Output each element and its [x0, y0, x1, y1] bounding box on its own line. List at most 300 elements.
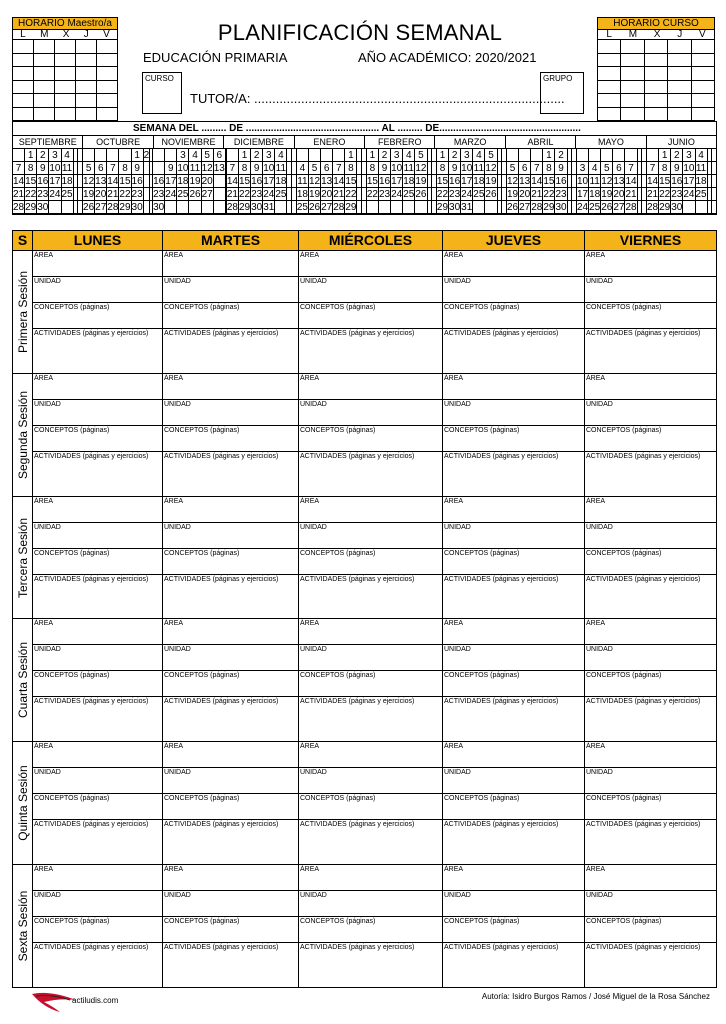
- calendar-day[interactable]: 26: [415, 189, 427, 200]
- calendar-day[interactable]: [150, 188, 152, 201]
- calendar-day[interactable]: 19: [83, 189, 95, 200]
- plan-field[interactable]: CONCEPTOS (páginas): [33, 303, 162, 329]
- plan-field[interactable]: ÁREA: [33, 619, 162, 645]
- calendar-day[interactable]: 23: [379, 189, 391, 200]
- plan-field[interactable]: CONCEPTOS (páginas): [33, 671, 162, 697]
- calendar-day[interactable]: [696, 201, 708, 214]
- calendar-day[interactable]: 11: [403, 163, 414, 174]
- calendar-day[interactable]: 22: [25, 189, 37, 200]
- calendar-day[interactable]: 20: [201, 176, 213, 187]
- calendar-day[interactable]: 17: [165, 176, 177, 187]
- plan-field[interactable]: ACTIVIDADES (páginas y ejercicios): [34, 698, 149, 706]
- calendar-day[interactable]: 8: [437, 162, 449, 175]
- calendar-day[interactable]: 4: [473, 149, 485, 162]
- calendar-day[interactable]: [153, 149, 165, 162]
- calendar-day[interactable]: [403, 201, 415, 214]
- plan-field[interactable]: CONCEPTOS (páginas): [585, 671, 716, 697]
- calendar-day[interactable]: [577, 149, 589, 162]
- calendar-day[interactable]: 26: [189, 189, 201, 200]
- plan-field[interactable]: ÁREA: [299, 497, 442, 523]
- calendar-day[interactable]: [107, 149, 119, 162]
- calendar-day[interactable]: 14: [531, 176, 543, 187]
- calendar-day[interactable]: 28: [107, 202, 119, 213]
- calendar-day[interactable]: 19: [415, 176, 427, 187]
- calendar-day[interactable]: 7: [647, 162, 659, 175]
- plan-field[interactable]: ÁREA: [443, 497, 584, 523]
- calendar-day[interactable]: 22: [659, 189, 671, 200]
- plan-field[interactable]: UNIDAD: [33, 523, 162, 549]
- plan-field[interactable]: ACTIVIDADES (páginas y ejercicios): [444, 452, 559, 460]
- calendar-day[interactable]: 15: [659, 176, 671, 187]
- calendar-day[interactable]: 2: [555, 149, 567, 162]
- plan-field[interactable]: ACTIVIDADES (páginas y ejercicios): [300, 698, 415, 706]
- calendar-day[interactable]: [507, 149, 519, 162]
- calendar-day[interactable]: 18: [275, 176, 287, 187]
- calendar-day[interactable]: 8: [659, 162, 671, 175]
- plan-field[interactable]: UNIDAD: [443, 523, 584, 549]
- plan-field[interactable]: UNIDAD: [163, 891, 298, 917]
- calendar-day[interactable]: 11: [61, 163, 73, 174]
- calendar-day[interactable]: 8: [543, 162, 555, 175]
- calendar-day[interactable]: [321, 149, 333, 162]
- calendar-day[interactable]: [62, 201, 74, 214]
- plan-field[interactable]: ACTIVIDADES (páginas y ejercicios): [34, 944, 149, 952]
- plan-field[interactable]: ÁREA: [33, 251, 162, 277]
- calendar-day[interactable]: 23: [153, 189, 165, 200]
- calendar-day[interactable]: 24: [683, 189, 695, 200]
- calendar-day[interactable]: [119, 149, 131, 162]
- calendar-day[interactable]: 28: [333, 202, 345, 213]
- calendar-day[interactable]: 24: [263, 189, 275, 200]
- calendar-day[interactable]: 30: [449, 202, 461, 213]
- plan-field[interactable]: CONCEPTOS (páginas): [299, 671, 442, 697]
- calendar-day[interactable]: 14: [226, 176, 238, 187]
- plan-field[interactable]: CONCEPTOS (páginas): [585, 917, 716, 943]
- calendar-day[interactable]: [502, 149, 506, 162]
- calendar-day[interactable]: 22: [238, 189, 251, 200]
- calendar-day[interactable]: 13: [213, 163, 225, 174]
- calendar-day[interactable]: 19: [485, 176, 497, 187]
- calendar-day[interactable]: 17: [391, 176, 403, 187]
- calendar-day[interactable]: 29: [119, 202, 131, 213]
- calendar-day[interactable]: 23: [555, 189, 567, 200]
- plan-field[interactable]: ÁREA: [163, 251, 298, 277]
- course-schedule-grid[interactable]: [597, 39, 715, 121]
- plan-field[interactable]: UNIDAD: [163, 277, 298, 303]
- calendar-day[interactable]: 7: [107, 162, 119, 175]
- plan-field[interactable]: ACTIVIDADES (páginas y ejercicios): [586, 330, 701, 337]
- calendar-day[interactable]: 1: [345, 149, 357, 162]
- calendar-day[interactable]: 21: [107, 189, 119, 200]
- calendar-day[interactable]: 4: [403, 149, 415, 162]
- calendar-day[interactable]: 15: [543, 176, 555, 187]
- plan-field[interactable]: ÁREA: [443, 742, 584, 768]
- calendar-day[interactable]: [150, 175, 152, 188]
- calendar-day[interactable]: 14: [13, 176, 25, 187]
- calendar-day[interactable]: [95, 149, 107, 162]
- calendar-day[interactable]: 1: [659, 149, 671, 162]
- plan-field[interactable]: CONCEPTOS (páginas): [33, 917, 162, 943]
- calendar-day[interactable]: [712, 162, 716, 175]
- calendar-day[interactable]: 16: [379, 176, 391, 187]
- plan-field[interactable]: UNIDAD: [585, 891, 716, 917]
- calendar-day[interactable]: [292, 162, 296, 175]
- calendar-day[interactable]: 17: [263, 176, 275, 187]
- calendar-day[interactable]: 1: [543, 149, 555, 162]
- calendar-day[interactable]: [362, 162, 366, 175]
- calendar-day[interactable]: 27: [95, 202, 107, 213]
- calendar-day[interactable]: [367, 201, 379, 214]
- calendar-day[interactable]: [432, 188, 436, 201]
- calendar-day[interactable]: 25: [61, 189, 73, 200]
- calendar-day[interactable]: 6: [321, 162, 333, 175]
- calendar-day[interactable]: [78, 175, 82, 188]
- calendar-day[interactable]: 29: [25, 202, 37, 213]
- calendar-day[interactable]: 20: [321, 189, 333, 200]
- calendar-day[interactable]: 8: [119, 162, 131, 175]
- plan-field[interactable]: CONCEPTOS (páginas): [163, 671, 298, 697]
- calendar-day[interactable]: 10: [49, 163, 61, 174]
- plan-field[interactable]: CONCEPTOS (páginas): [33, 426, 162, 452]
- calendar-day[interactable]: 3: [177, 149, 189, 162]
- calendar-day[interactable]: [150, 162, 152, 175]
- calendar-day[interactable]: [83, 149, 95, 162]
- plan-field[interactable]: ÁREA: [585, 497, 716, 523]
- calendar-day[interactable]: [362, 149, 366, 162]
- calendar-day[interactable]: 20: [613, 189, 625, 200]
- calendar-day[interactable]: [78, 149, 82, 162]
- calendar-day[interactable]: [362, 188, 366, 201]
- plan-field[interactable]: ÁREA: [585, 865, 716, 891]
- plan-field[interactable]: CONCEPTOS (páginas): [443, 917, 584, 943]
- calendar-day[interactable]: [333, 149, 345, 162]
- calendar-day[interactable]: 4: [189, 149, 201, 162]
- plan-field[interactable]: ÁREA: [33, 497, 162, 523]
- calendar-day[interactable]: [473, 201, 485, 214]
- plan-field[interactable]: UNIDAD: [163, 400, 298, 426]
- teacher-schedule-grid[interactable]: [12, 39, 118, 121]
- calendar-day[interactable]: [189, 201, 201, 214]
- plan-field[interactable]: ÁREA: [443, 865, 584, 891]
- plan-field[interactable]: ACTIVIDADES (páginas y ejercicios): [300, 944, 415, 952]
- calendar-day[interactable]: 27: [201, 189, 213, 200]
- calendar-day[interactable]: 9: [555, 162, 567, 175]
- plan-field[interactable]: ACTIVIDADES (páginas y ejercicios): [300, 330, 415, 337]
- calendar-day[interactable]: 10: [683, 163, 695, 174]
- plan-field[interactable]: ÁREA: [585, 374, 716, 400]
- calendar-day[interactable]: 24: [165, 189, 177, 200]
- plan-field[interactable]: CONCEPTOS (páginas): [299, 794, 442, 820]
- calendar-day[interactable]: 12: [506, 176, 519, 187]
- plan-field[interactable]: UNIDAD: [299, 400, 442, 426]
- plan-field[interactable]: ÁREA: [163, 497, 298, 523]
- calendar-day[interactable]: [13, 149, 25, 162]
- calendar-day[interactable]: 1: [437, 149, 449, 162]
- plan-field[interactable]: ACTIVIDADES (páginas y ejercicios): [164, 821, 279, 829]
- plan-field[interactable]: ÁREA: [163, 742, 298, 768]
- plan-field[interactable]: ÁREA: [33, 374, 162, 400]
- calendar-day[interactable]: 1: [239, 149, 251, 162]
- calendar-day[interactable]: [502, 175, 506, 188]
- calendar-day[interactable]: 3: [577, 162, 589, 175]
- calendar-day[interactable]: 23: [671, 189, 683, 200]
- calendar-day[interactable]: 28: [226, 202, 238, 213]
- calendar-day[interactable]: [49, 201, 61, 214]
- calendar-day[interactable]: 28: [647, 202, 659, 213]
- calendar-day[interactable]: [572, 175, 576, 188]
- calendar-day[interactable]: 8: [239, 162, 251, 175]
- calendar-day[interactable]: [391, 201, 403, 214]
- calendar-day[interactable]: 28: [13, 202, 25, 213]
- calendar-day[interactable]: [432, 149, 436, 162]
- calendar-day[interactable]: 12: [308, 176, 321, 187]
- plan-field[interactable]: UNIDAD: [443, 400, 584, 426]
- calendar-day[interactable]: 26: [83, 202, 95, 213]
- plan-field[interactable]: CONCEPTOS (páginas): [163, 549, 298, 575]
- calendar-day[interactable]: 13: [321, 176, 333, 187]
- calendar-day[interactable]: 17: [683, 176, 695, 187]
- calendar-day[interactable]: 18: [61, 176, 73, 187]
- plan-field[interactable]: UNIDAD: [33, 645, 162, 671]
- plan-field[interactable]: ACTIVIDADES (páginas y ejercicios): [586, 452, 701, 460]
- calendar-day[interactable]: 6: [613, 162, 625, 175]
- plan-field[interactable]: UNIDAD: [163, 645, 298, 671]
- calendar-day[interactable]: [275, 201, 287, 214]
- plan-field[interactable]: UNIDAD: [33, 400, 162, 426]
- plan-field[interactable]: ACTIVIDADES (páginas y ejercicios): [444, 575, 559, 583]
- calendar-day[interactable]: 5: [83, 162, 95, 175]
- calendar-day[interactable]: [153, 162, 165, 175]
- calendar-day[interactable]: 4: [696, 149, 708, 162]
- calendar-day[interactable]: [227, 149, 239, 162]
- calendar-day[interactable]: 20: [519, 189, 531, 200]
- calendar-day[interactable]: [150, 201, 152, 214]
- calendar-day[interactable]: 13: [613, 176, 625, 187]
- calendar-day[interactable]: [432, 201, 436, 214]
- calendar-day[interactable]: [78, 188, 82, 201]
- calendar-day[interactable]: 23: [449, 189, 461, 200]
- calendar-day[interactable]: 14: [333, 176, 345, 187]
- calendar-day[interactable]: [502, 201, 506, 214]
- calendar-day[interactable]: 6: [95, 162, 107, 175]
- calendar-day[interactable]: 11: [473, 163, 485, 174]
- calendar-day[interactable]: 8: [345, 162, 357, 175]
- plan-field[interactable]: ÁREA: [585, 742, 716, 768]
- plan-field[interactable]: ACTIVIDADES (páginas y ejercicios): [34, 575, 149, 583]
- plan-field[interactable]: CONCEPTOS (páginas): [585, 794, 716, 820]
- calendar-day[interactable]: 27: [321, 202, 333, 213]
- calendar-day[interactable]: [362, 175, 366, 188]
- plan-field[interactable]: ACTIVIDADES (páginas y ejercicios): [164, 944, 279, 952]
- plan-field[interactable]: ÁREA: [585, 251, 716, 277]
- calendar-day[interactable]: [683, 201, 695, 214]
- calendar-day[interactable]: 18: [177, 176, 189, 187]
- calendar-day[interactable]: [415, 201, 427, 214]
- calendar-day[interactable]: 21: [647, 189, 659, 200]
- calendar-day[interactable]: 5: [415, 149, 427, 162]
- calendar-day[interactable]: 3: [49, 149, 61, 162]
- tutor-line[interactable]: TUTOR/A: ......................................................................................: [190, 91, 565, 106]
- plan-field[interactable]: ÁREA: [299, 251, 442, 277]
- calendar-day[interactable]: 26: [308, 202, 321, 213]
- plan-field[interactable]: CONCEPTOS (páginas): [299, 303, 442, 329]
- calendar-day[interactable]: 16: [671, 176, 683, 187]
- calendar-day[interactable]: 27: [613, 202, 625, 213]
- calendar-day[interactable]: 19: [308, 189, 321, 200]
- calendar-day[interactable]: 10: [576, 176, 589, 187]
- plan-field[interactable]: CONCEPTOS (páginas): [163, 426, 298, 452]
- calendar-day[interactable]: [572, 162, 576, 175]
- calendar-day[interactable]: [519, 149, 531, 162]
- calendar-day[interactable]: [642, 175, 646, 188]
- calendar-day[interactable]: [625, 149, 637, 162]
- plan-field[interactable]: UNIDAD: [163, 523, 298, 549]
- plan-field[interactable]: CONCEPTOS (páginas): [299, 426, 442, 452]
- plan-field[interactable]: ACTIVIDADES (páginas y ejercicios): [444, 821, 559, 829]
- calendar-day[interactable]: 13: [95, 176, 107, 187]
- calendar-day[interactable]: 9: [671, 162, 683, 175]
- calendar-day[interactable]: [379, 201, 391, 214]
- calendar-day[interactable]: 6: [214, 149, 226, 162]
- calendar-day[interactable]: 19: [601, 189, 613, 200]
- calendar-day[interactable]: 18: [296, 189, 308, 200]
- calendar-day[interactable]: 31: [263, 202, 275, 213]
- plan-field[interactable]: ÁREA: [299, 619, 442, 645]
- calendar-day[interactable]: 30: [555, 202, 567, 213]
- calendar-day[interactable]: 5: [202, 149, 214, 162]
- calendar-day[interactable]: 19: [506, 189, 519, 200]
- plan-field[interactable]: CONCEPTOS (páginas): [585, 426, 716, 452]
- plan-field[interactable]: UNIDAD: [585, 277, 716, 303]
- calendar-day[interactable]: 28: [625, 202, 637, 213]
- plan-field[interactable]: UNIDAD: [585, 645, 716, 671]
- calendar-day[interactable]: 22: [345, 189, 357, 200]
- calendar-day[interactable]: [432, 175, 436, 188]
- plan-field[interactable]: ACTIVIDADES (páginas y ejercicios): [586, 944, 701, 952]
- calendar-day[interactable]: 25: [296, 202, 308, 213]
- plan-field[interactable]: ÁREA: [299, 742, 442, 768]
- calendar-day[interactable]: [601, 149, 613, 162]
- calendar-day[interactable]: [613, 149, 625, 162]
- calendar-day[interactable]: 10: [461, 163, 473, 174]
- calendar-day[interactable]: 14: [647, 176, 659, 187]
- plan-field[interactable]: UNIDAD: [585, 400, 716, 426]
- plan-field[interactable]: CONCEPTOS (páginas): [33, 549, 162, 575]
- plan-field[interactable]: ÁREA: [33, 742, 162, 768]
- plan-field[interactable]: ÁREA: [33, 865, 162, 891]
- plan-field[interactable]: ÁREA: [443, 619, 584, 645]
- calendar-day[interactable]: 5: [601, 162, 613, 175]
- calendar-day[interactable]: [362, 201, 366, 214]
- calendar-day[interactable]: 11: [297, 176, 308, 187]
- calendar-day[interactable]: 31: [461, 202, 473, 213]
- calendar-day[interactable]: 4: [275, 149, 287, 162]
- calendar-day[interactable]: [712, 188, 716, 201]
- calendar-day[interactable]: 20: [95, 189, 107, 200]
- plan-field[interactable]: UNIDAD: [33, 277, 162, 303]
- plan-field[interactable]: ACTIVIDADES (páginas y ejercicios): [300, 452, 415, 460]
- calendar-day[interactable]: 2: [143, 150, 150, 161]
- calendar-day[interactable]: 5: [507, 162, 519, 175]
- plan-field[interactable]: CONCEPTOS (páginas): [299, 917, 442, 943]
- plan-field[interactable]: ÁREA: [163, 374, 298, 400]
- calendar-day[interactable]: 23: [131, 189, 143, 200]
- plan-field[interactable]: ACTIVIDADES (páginas y ejercicios): [586, 821, 701, 829]
- calendar-day[interactable]: 12: [601, 176, 613, 187]
- calendar-day[interactable]: 3: [683, 149, 695, 162]
- calendar-day[interactable]: [712, 149, 716, 162]
- calendar-day[interactable]: [214, 201, 226, 214]
- plan-field[interactable]: CONCEPTOS (páginas): [299, 549, 442, 575]
- calendar-day[interactable]: 21: [531, 189, 543, 200]
- calendar-day[interactable]: 8: [25, 162, 37, 175]
- calendar-day[interactable]: 2: [37, 149, 49, 162]
- calendar-day[interactable]: [214, 175, 226, 188]
- calendar-day[interactable]: 16: [555, 176, 567, 187]
- plan-field[interactable]: CONCEPTOS (páginas): [443, 426, 584, 452]
- calendar-day[interactable]: 10: [177, 163, 189, 174]
- calendar-day[interactable]: 9: [165, 162, 177, 175]
- calendar-day[interactable]: 16: [131, 176, 143, 187]
- plan-field[interactable]: ÁREA: [163, 619, 298, 645]
- plan-field[interactable]: ÁREA: [585, 619, 716, 645]
- calendar-day[interactable]: 15: [436, 176, 449, 187]
- calendar-day[interactable]: 15: [345, 176, 357, 187]
- calendar-day[interactable]: [589, 149, 601, 162]
- calendar-day[interactable]: 17: [49, 176, 61, 187]
- calendar-day[interactable]: 17: [461, 176, 473, 187]
- calendar-day[interactable]: 2: [251, 149, 263, 162]
- calendar-day[interactable]: 19: [189, 176, 201, 187]
- plan-field[interactable]: UNIDAD: [443, 645, 584, 671]
- calendar-day[interactable]: 7: [227, 162, 239, 175]
- calendar-day[interactable]: 11: [589, 176, 600, 187]
- calendar-day[interactable]: 10: [263, 163, 275, 174]
- calendar-day[interactable]: 29: [543, 202, 555, 213]
- calendar-day[interactable]: [202, 201, 214, 214]
- plan-field[interactable]: UNIDAD: [163, 768, 298, 794]
- calendar-day[interactable]: 16: [153, 176, 165, 187]
- calendar-day[interactable]: 14: [107, 176, 119, 187]
- plan-field[interactable]: UNIDAD: [299, 523, 442, 549]
- plan-field[interactable]: CONCEPTOS (páginas): [585, 549, 716, 575]
- plan-field[interactable]: UNIDAD: [33, 891, 162, 917]
- calendar-day[interactable]: 21: [226, 189, 238, 200]
- calendar-day[interactable]: 12: [485, 163, 497, 174]
- calendar-day[interactable]: 30: [251, 202, 263, 213]
- calendar-day[interactable]: 29: [659, 202, 671, 213]
- calendar-day[interactable]: 6: [519, 162, 531, 175]
- calendar-day[interactable]: 1: [132, 149, 144, 162]
- calendar-day[interactable]: 9: [251, 162, 263, 175]
- calendar-day[interactable]: 21: [333, 189, 345, 200]
- calendar-day[interactable]: 17: [576, 189, 589, 200]
- calendar-day[interactable]: 4: [297, 162, 309, 175]
- calendar-day[interactable]: 28: [531, 202, 543, 213]
- calendar-day[interactable]: 3: [461, 149, 473, 162]
- calendar-day[interactable]: 14: [625, 176, 637, 187]
- calendar-day[interactable]: 24: [391, 189, 403, 200]
- calendar-day[interactable]: 27: [519, 202, 531, 213]
- calendar-day[interactable]: 30: [671, 202, 683, 213]
- calendar-day[interactable]: [165, 149, 177, 162]
- plan-field[interactable]: ACTIVIDADES (páginas y ejercicios): [300, 575, 415, 583]
- plan-field[interactable]: UNIDAD: [299, 768, 442, 794]
- plan-field[interactable]: ACTIVIDADES (páginas y ejercicios): [164, 330, 279, 337]
- calendar-day[interactable]: [647, 149, 659, 162]
- plan-field[interactable]: CONCEPTOS (páginas): [443, 303, 584, 329]
- calendar-day[interactable]: 29: [345, 202, 357, 213]
